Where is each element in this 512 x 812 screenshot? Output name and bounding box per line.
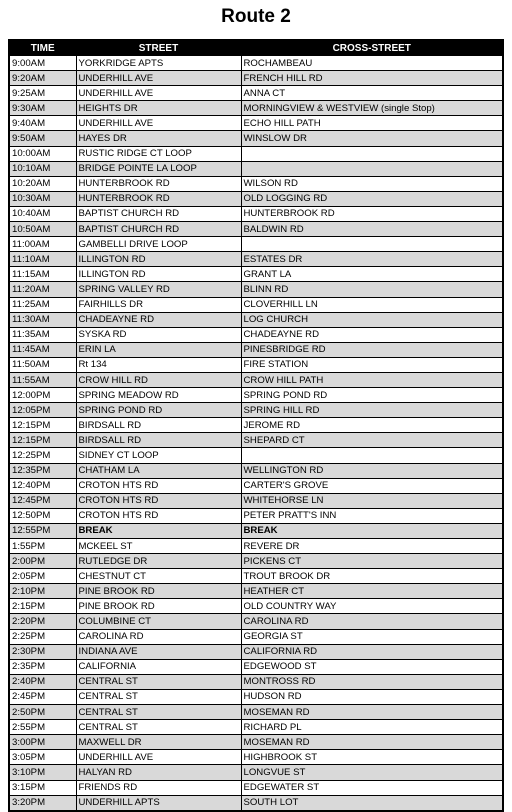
cross-street-cell: WILSON RD <box>241 176 503 191</box>
time-cell: 12:25PM <box>9 448 76 463</box>
street-cell: MAXWELL DR <box>76 735 241 750</box>
table-row <box>9 86 503 101</box>
table-row <box>9 267 503 282</box>
table-row <box>9 750 503 765</box>
cross-street-cell: BLINN RD <box>241 282 503 297</box>
time-cell: 12:15PM <box>9 433 76 448</box>
street-cell: HUNTERBROOK RD <box>76 191 241 206</box>
time-cell: 11:30AM <box>9 312 76 327</box>
table-row <box>9 71 503 86</box>
cross-street-cell <box>241 161 503 176</box>
time-cell: 2:25PM <box>9 629 76 644</box>
cross-street-cell: BREAK <box>241 523 503 538</box>
table-row <box>9 674 503 689</box>
table-row <box>9 569 503 584</box>
cross-street-cell: ROCHAMBEAU <box>241 56 503 71</box>
cross-street-cell: FIRE STATION <box>241 357 503 372</box>
street-cell: HAYES DR <box>76 131 241 146</box>
street-cell: PINE BROOK RD <box>76 599 241 614</box>
table-row <box>9 101 503 116</box>
time-cell: 11:35AM <box>9 327 76 342</box>
time-cell: 9:40AM <box>9 116 76 131</box>
street-cell: CROTON HTS RD <box>76 478 241 493</box>
cross-street-cell: ANNA CT <box>241 86 503 101</box>
time-cell: 10:10AM <box>9 161 76 176</box>
street-cell: CROTON HTS RD <box>76 493 241 508</box>
street-cell: UNDERHILL AVE <box>76 86 241 101</box>
time-cell: 2:35PM <box>9 659 76 674</box>
table-row <box>9 372 503 387</box>
street-cell: UNDERHILL AVE <box>76 750 241 765</box>
table-row <box>9 508 503 523</box>
time-cell: 11:10AM <box>9 252 76 267</box>
street-cell: CENTRAL ST <box>76 720 241 735</box>
time-cell: 10:50AM <box>9 222 76 237</box>
table-row <box>9 191 503 206</box>
cross-street-cell: CHADEAYNE RD <box>241 327 503 342</box>
street-cell: UNDERHILL AVE <box>76 116 241 131</box>
street-cell: CHADEAYNE RD <box>76 312 241 327</box>
table-row <box>9 765 503 780</box>
time-cell: 3:20PM <box>9 795 76 811</box>
cross-street-cell: CROW HILL PATH <box>241 372 503 387</box>
time-cell: 12:35PM <box>9 463 76 478</box>
cross-street-cell: MOSEMAN RD <box>241 735 503 750</box>
table-row <box>9 493 503 508</box>
table-row <box>9 131 503 146</box>
street-cell: INDIANA AVE <box>76 644 241 659</box>
street-cell: BREAK <box>76 523 241 538</box>
street-cell: SPRING POND RD <box>76 403 241 418</box>
table-row <box>9 780 503 795</box>
table-row <box>9 206 503 221</box>
cross-street-cell: PETER PRATT'S INN <box>241 508 503 523</box>
street-cell: HALYAN RD <box>76 765 241 780</box>
table-row <box>9 433 503 448</box>
column-header-time: TIME <box>9 40 76 56</box>
cross-street-cell <box>241 146 503 161</box>
time-cell: 11:20AM <box>9 282 76 297</box>
schedule-table <box>8 39 504 812</box>
cross-street-cell: PINESBRIDGE RD <box>241 342 503 357</box>
time-cell: 1:55PM <box>9 539 76 554</box>
time-cell: 9:20AM <box>9 71 76 86</box>
time-cell: 3:05PM <box>9 750 76 765</box>
time-cell: 2:00PM <box>9 554 76 569</box>
time-cell: 2:40PM <box>9 674 76 689</box>
table-row <box>9 523 503 538</box>
street-cell: ILLINGTON RD <box>76 252 241 267</box>
street-cell: ILLINGTON RD <box>76 267 241 282</box>
time-cell: 2:10PM <box>9 584 76 599</box>
street-cell: SPRING VALLEY RD <box>76 282 241 297</box>
street-cell: RUSTIC RIDGE CT LOOP <box>76 146 241 161</box>
time-cell: 2:30PM <box>9 644 76 659</box>
time-cell: 2:55PM <box>9 720 76 735</box>
time-cell: 12:05PM <box>9 403 76 418</box>
time-cell: 12:40PM <box>9 478 76 493</box>
time-cell: 12:00PM <box>9 388 76 403</box>
table-row <box>9 644 503 659</box>
cross-street-cell: HIGHBROOK ST <box>241 750 503 765</box>
table-row <box>9 720 503 735</box>
time-cell: 11:50AM <box>9 357 76 372</box>
time-cell: 2:15PM <box>9 599 76 614</box>
cross-street-cell: MORNINGVIEW & WESTVIEW (single Stop) <box>241 101 503 116</box>
street-cell: GAMBELLI DRIVE LOOP <box>76 237 241 252</box>
table-row <box>9 463 503 478</box>
street-cell: UNDERHILL AVE <box>76 71 241 86</box>
table-row <box>9 282 503 297</box>
table-row <box>9 659 503 674</box>
cross-street-cell <box>241 237 503 252</box>
time-cell: 10:40AM <box>9 206 76 221</box>
time-cell: 10:00AM <box>9 146 76 161</box>
cross-street-cell: JEROME RD <box>241 418 503 433</box>
cross-street-cell: OLD COUNTRY WAY <box>241 599 503 614</box>
time-cell: 11:45AM <box>9 342 76 357</box>
cross-street-cell: LONGVUE ST <box>241 765 503 780</box>
table-row <box>9 448 503 463</box>
table-row <box>9 478 503 493</box>
street-cell: BAPTIST CHURCH RD <box>76 206 241 221</box>
time-cell: 12:15PM <box>9 418 76 433</box>
cross-street-cell: ECHO HILL PATH <box>241 116 503 131</box>
street-cell: Rt 134 <box>76 357 241 372</box>
table-row <box>9 222 503 237</box>
cross-street-cell: ESTATES DR <box>241 252 503 267</box>
cross-street-cell: FRENCH HILL RD <box>241 71 503 86</box>
cross-street-cell: CARTER'S GROVE <box>241 478 503 493</box>
time-cell: 3:15PM <box>9 780 76 795</box>
street-cell: PINE BROOK RD <box>76 584 241 599</box>
street-cell: BRIDGE POINTE LA LOOP <box>76 161 241 176</box>
table-row <box>9 161 503 176</box>
time-cell: 10:20AM <box>9 176 76 191</box>
table-row <box>9 705 503 720</box>
table-row <box>9 539 503 554</box>
cross-street-cell: PICKENS CT <box>241 554 503 569</box>
street-cell: BIRDSALL RD <box>76 433 241 448</box>
table-row <box>9 584 503 599</box>
street-cell: CALIFORNIA <box>76 659 241 674</box>
street-cell: CROW HILL RD <box>76 372 241 387</box>
cross-street-cell: SPRING POND RD <box>241 388 503 403</box>
time-cell: 2:45PM <box>9 689 76 704</box>
cross-street-cell: SOUTH LOT <box>241 795 503 811</box>
table-row <box>9 312 503 327</box>
time-cell: 3:10PM <box>9 765 76 780</box>
street-cell: HEIGHTS DR <box>76 101 241 116</box>
schedule-body <box>9 56 503 811</box>
time-cell: 11:00AM <box>9 237 76 252</box>
table-row <box>9 176 503 191</box>
street-cell: BIRDSALL RD <box>76 418 241 433</box>
table-row <box>9 116 503 131</box>
cross-street-cell: RICHARD PL <box>241 720 503 735</box>
table-row <box>9 146 503 161</box>
street-cell: CROTON HTS RD <box>76 508 241 523</box>
cross-street-cell: HUNTERBROOK RD <box>241 206 503 221</box>
table-row <box>9 795 503 811</box>
cross-street-cell: HUDSON RD <box>241 689 503 704</box>
street-cell: UNDERHILL APTS <box>76 795 241 811</box>
table-row <box>9 357 503 372</box>
time-cell: 2:50PM <box>9 705 76 720</box>
table-row <box>9 689 503 704</box>
street-cell: ERIN LA <box>76 342 241 357</box>
street-cell: COLUMBINE CT <box>76 614 241 629</box>
time-cell: 2:20PM <box>9 614 76 629</box>
cross-street-cell: CLOVERHILL LN <box>241 297 503 312</box>
cross-street-cell: WHITEHORSE LN <box>241 493 503 508</box>
cross-street-cell: REVERE DR <box>241 539 503 554</box>
street-cell: CENTRAL ST <box>76 689 241 704</box>
time-cell: 11:25AM <box>9 297 76 312</box>
table-row <box>9 614 503 629</box>
street-cell: CENTRAL ST <box>76 705 241 720</box>
street-cell: RUTLEDGE DR <box>76 554 241 569</box>
time-cell: 9:30AM <box>9 101 76 116</box>
cross-street-cell: CAROLINA RD <box>241 614 503 629</box>
table-header-row <box>9 40 503 56</box>
table-row <box>9 297 503 312</box>
time-cell: 12:50PM <box>9 508 76 523</box>
street-cell: SYSKA RD <box>76 327 241 342</box>
table-row <box>9 388 503 403</box>
cross-street-cell: GEORGIA ST <box>241 629 503 644</box>
cross-street-cell <box>241 448 503 463</box>
column-header-cross-street: CROSS-STREET <box>241 40 503 56</box>
table-row <box>9 237 503 252</box>
column-header-street: STREET <box>76 40 241 56</box>
table-row <box>9 56 503 71</box>
time-cell: 10:30AM <box>9 191 76 206</box>
cross-street-cell: TROUT BROOK DR <box>241 569 503 584</box>
cross-street-cell: CALIFORNIA RD <box>241 644 503 659</box>
table-row <box>9 554 503 569</box>
time-cell: 3:00PM <box>9 735 76 750</box>
street-cell: CHESTNUT CT <box>76 569 241 584</box>
cross-street-cell: EDGEWATER ST <box>241 780 503 795</box>
time-cell: 12:55PM <box>9 523 76 538</box>
street-cell: BAPTIST CHURCH RD <box>76 222 241 237</box>
street-cell: YORKRIDGE APTS <box>76 56 241 71</box>
time-cell: 12:45PM <box>9 493 76 508</box>
street-cell: FAIRHILLS DR <box>76 297 241 312</box>
street-cell: MCKEEL ST <box>76 539 241 554</box>
street-cell: SPRING MEADOW RD <box>76 388 241 403</box>
cross-street-cell: GRANT LA <box>241 267 503 282</box>
cross-street-cell: HEATHER CT <box>241 584 503 599</box>
page-title: Route 2 <box>221 6 291 27</box>
cross-street-cell: WELLINGTON RD <box>241 463 503 478</box>
table-row <box>9 418 503 433</box>
cross-street-cell: MONTROSS RD <box>241 674 503 689</box>
time-cell: 9:25AM <box>9 86 76 101</box>
cross-street-cell: SPRING HILL RD <box>241 403 503 418</box>
street-cell: FRIENDS RD <box>76 780 241 795</box>
street-cell: CAROLINA RD <box>76 629 241 644</box>
table-row <box>9 327 503 342</box>
cross-street-cell: OLD LOGGING RD <box>241 191 503 206</box>
time-cell: 2:05PM <box>9 569 76 584</box>
table-row <box>9 403 503 418</box>
street-cell: HUNTERBROOK RD <box>76 176 241 191</box>
cross-street-cell: LOG CHURCH <box>241 312 503 327</box>
cross-street-cell: SHEPARD CT <box>241 433 503 448</box>
table-row <box>9 599 503 614</box>
street-cell: SIDNEY CT LOOP <box>76 448 241 463</box>
table-row <box>9 342 503 357</box>
time-cell: 9:50AM <box>9 131 76 146</box>
street-cell: CENTRAL ST <box>76 674 241 689</box>
time-cell: 9:00AM <box>9 56 76 71</box>
street-cell: CHATHAM LA <box>76 463 241 478</box>
cross-street-cell: MOSEMAN RD <box>241 705 503 720</box>
table-row <box>9 252 503 267</box>
cross-street-cell: BALDWIN RD <box>241 222 503 237</box>
time-cell: 11:55AM <box>9 372 76 387</box>
cross-street-cell: EDGEWOOD ST <box>241 659 503 674</box>
time-cell: 11:15AM <box>9 267 76 282</box>
cross-street-cell: WINSLOW DR <box>241 131 503 146</box>
table-row <box>9 629 503 644</box>
table-row <box>9 735 503 750</box>
